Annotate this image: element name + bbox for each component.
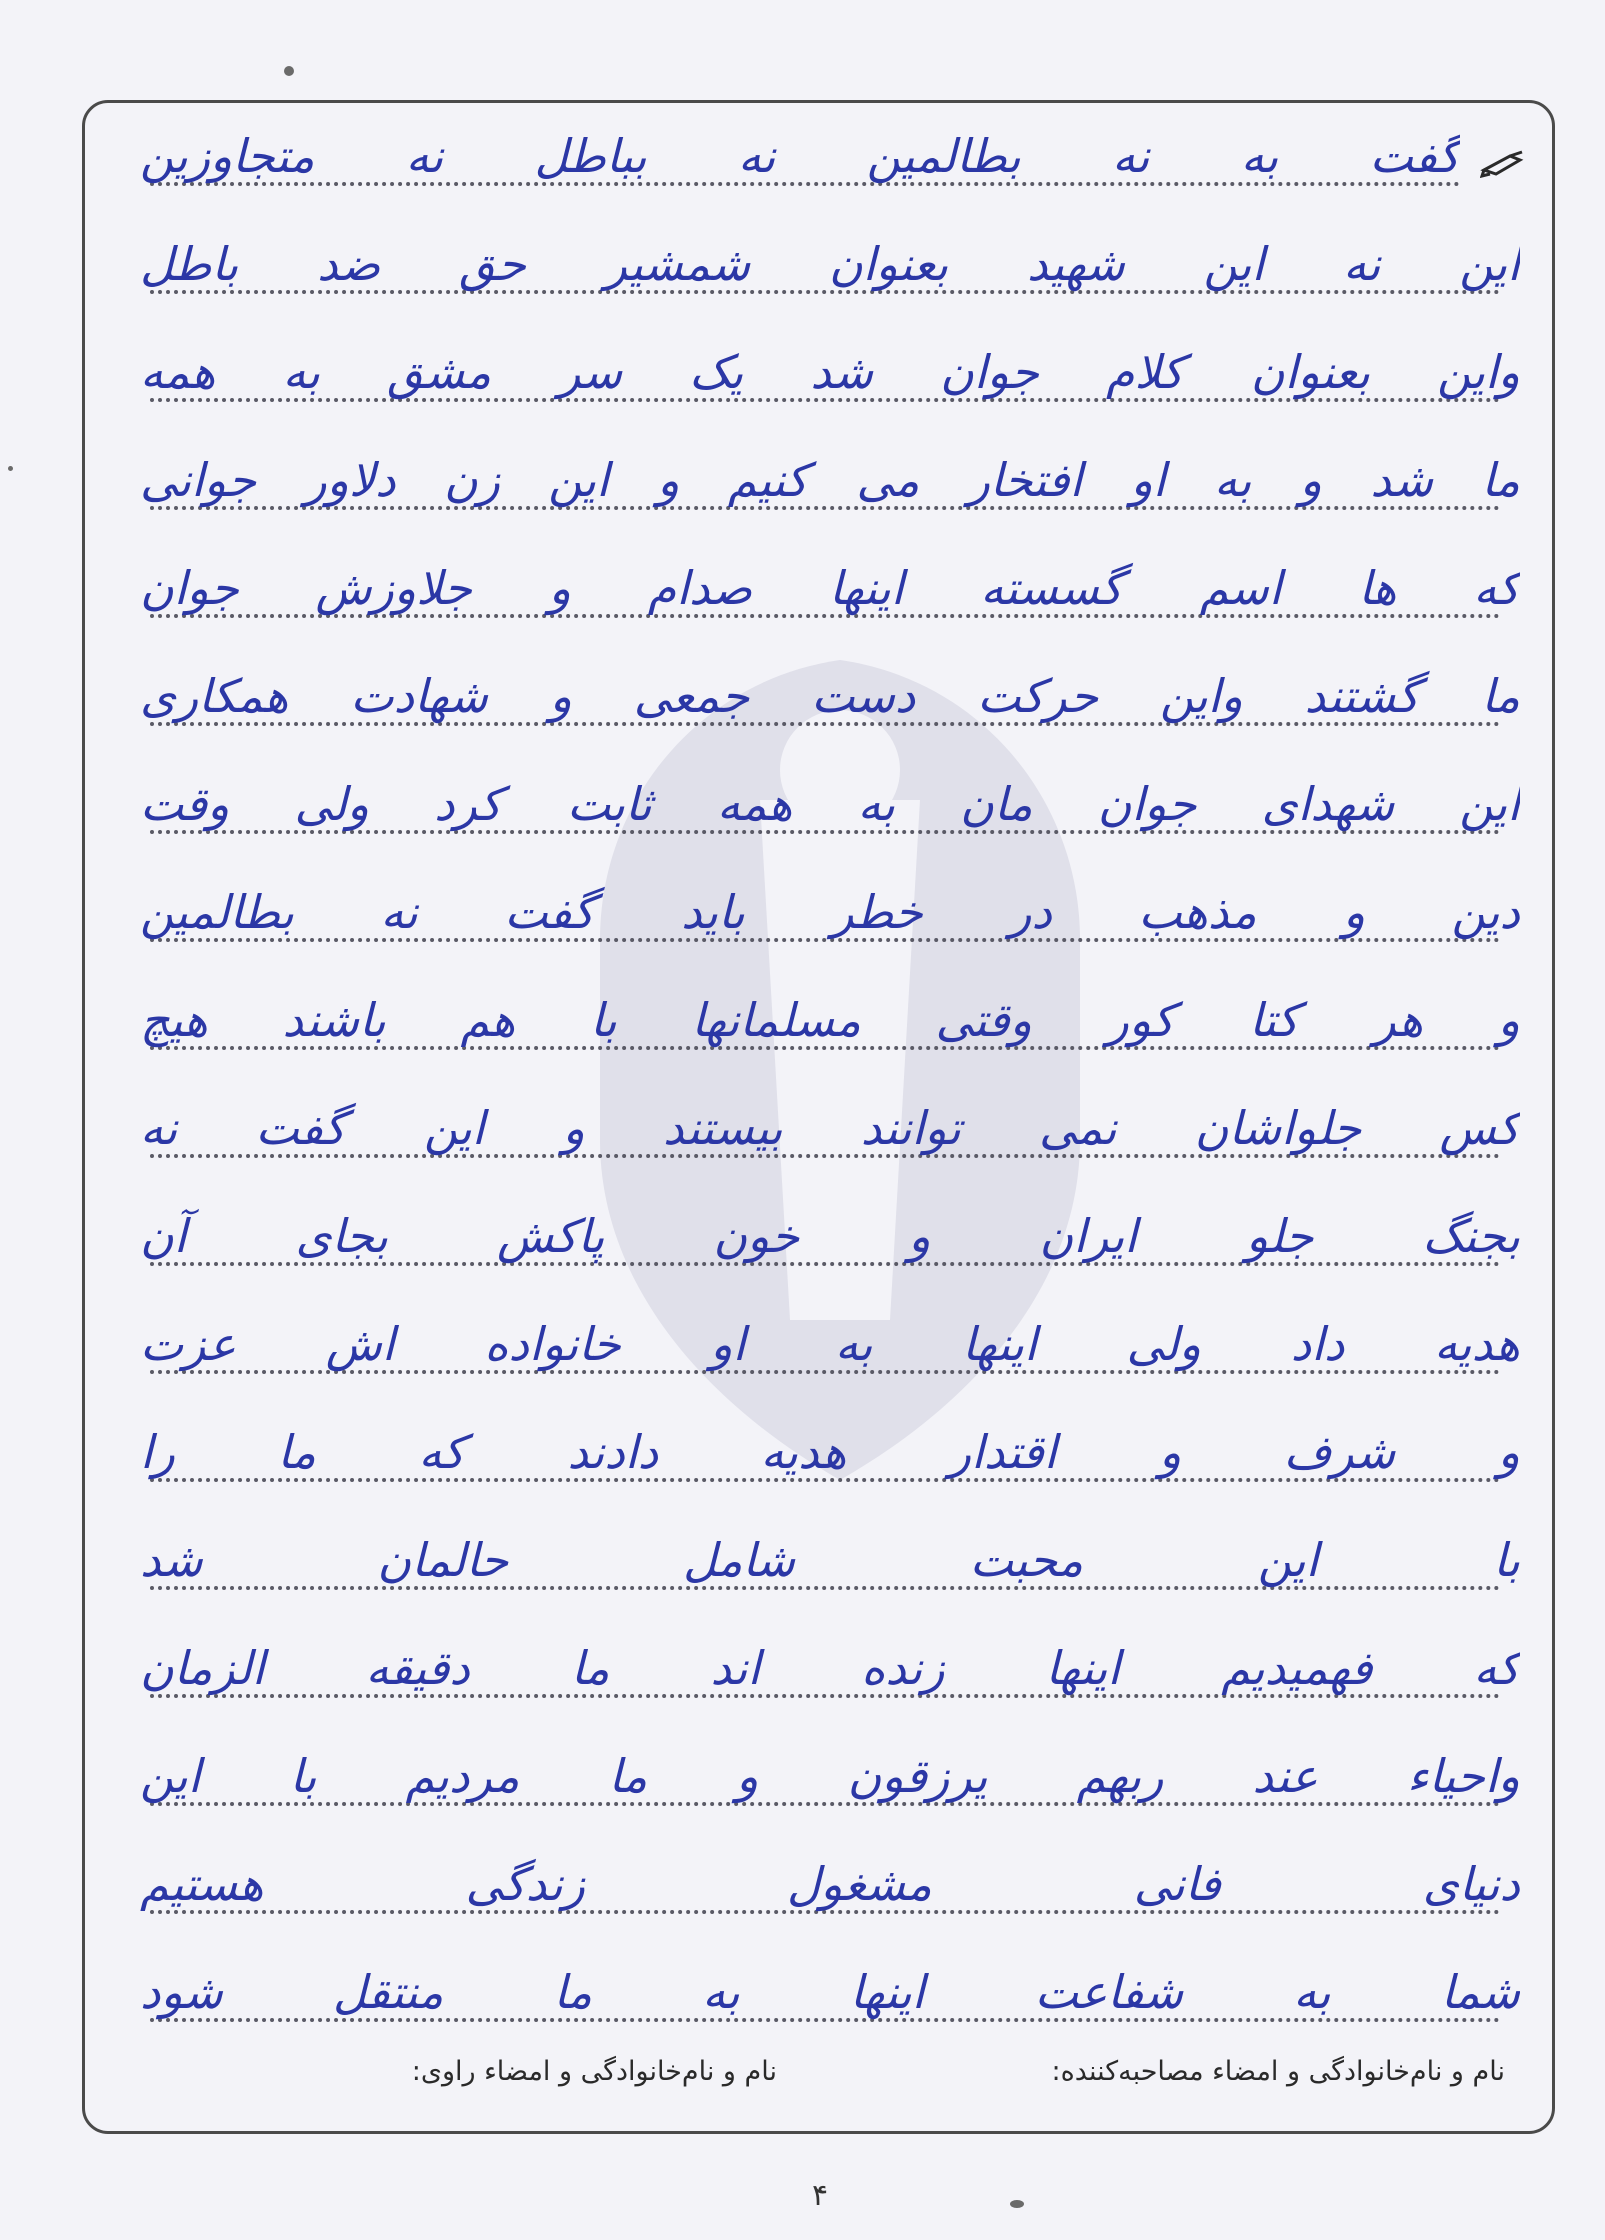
handwritten-line-12: هدیه داد ولی اینها به او خانواده اش عزت — [140, 1317, 1520, 1371]
handwritten-line-15: که فهمیدیم اینها زنده اند ما دقیقه الزمان — [140, 1641, 1520, 1695]
handwritten-line-14: با این محبت شامل حالمان شد — [140, 1533, 1520, 1587]
page-number: ۴ — [811, 2178, 829, 2213]
handwritten-line-8: دین و مذهب در خطر باید گفت نه بطالمین — [140, 885, 1520, 939]
handwritten-line-3: واین بعنوان کلام جوان شد یک سر مشق به همه — [140, 345, 1520, 399]
handwritten-line-7: این شهدای جوان مان به همه ثابت کرد ولی وقت — [140, 777, 1520, 831]
handwritten-line-2: این نه این شهید بعنوان شمشیر حق ضد باطل — [140, 237, 1520, 291]
handwritten-line-1: گفت به نه بطالمین نه بباطل نه متجاوزین — [140, 129, 1460, 183]
handwritten-line-11: بجنگ جلو ایران و خون پاکش بجای آن — [140, 1209, 1520, 1263]
handwritten-line-13: و شرف و اقتدار هدیه دادند که ما را — [140, 1425, 1520, 1479]
handwritten-line-10: کس جلواشان نمی توانند بیستند و این گفت نه — [140, 1101, 1520, 1155]
handwritten-line-9: و هر کتا کور وقتی مسلمانها با هم باشند هیچ — [140, 993, 1520, 1047]
handwritten-line-18: شما به شفاعت اینها به ما منتقل شود — [140, 1965, 1520, 2019]
interviewer-signature-label: نام و نام‌خانوادگی و امضاء مصاحبه‌کننده: — [1051, 2056, 1505, 2087]
handwritten-line-17: دنیای فانی مشغول زندگی هستیم — [140, 1857, 1520, 1911]
handwritten-line-4: ما شد و به او افتخار می کنیم و این زن دلاور جوانی — [140, 453, 1520, 507]
scan-speck — [284, 66, 294, 76]
narrator-signature-label: نام و نام‌خانوادگی و امضاء راوی: — [411, 2056, 777, 2087]
handwritten-line-16: واحیاء عند ربهم یرزقون و ما مردیم با این — [140, 1749, 1520, 1803]
handwritten-line-5: که ها اسم گسسته اینها صدام و جلاوزش جوان — [140, 561, 1520, 615]
scan-speck — [8, 466, 13, 471]
scan-speck — [1010, 2200, 1024, 2208]
handwritten-line-6: ما گشتند واین حرکت دست جمعی و شهادت همکاری — [140, 669, 1520, 723]
